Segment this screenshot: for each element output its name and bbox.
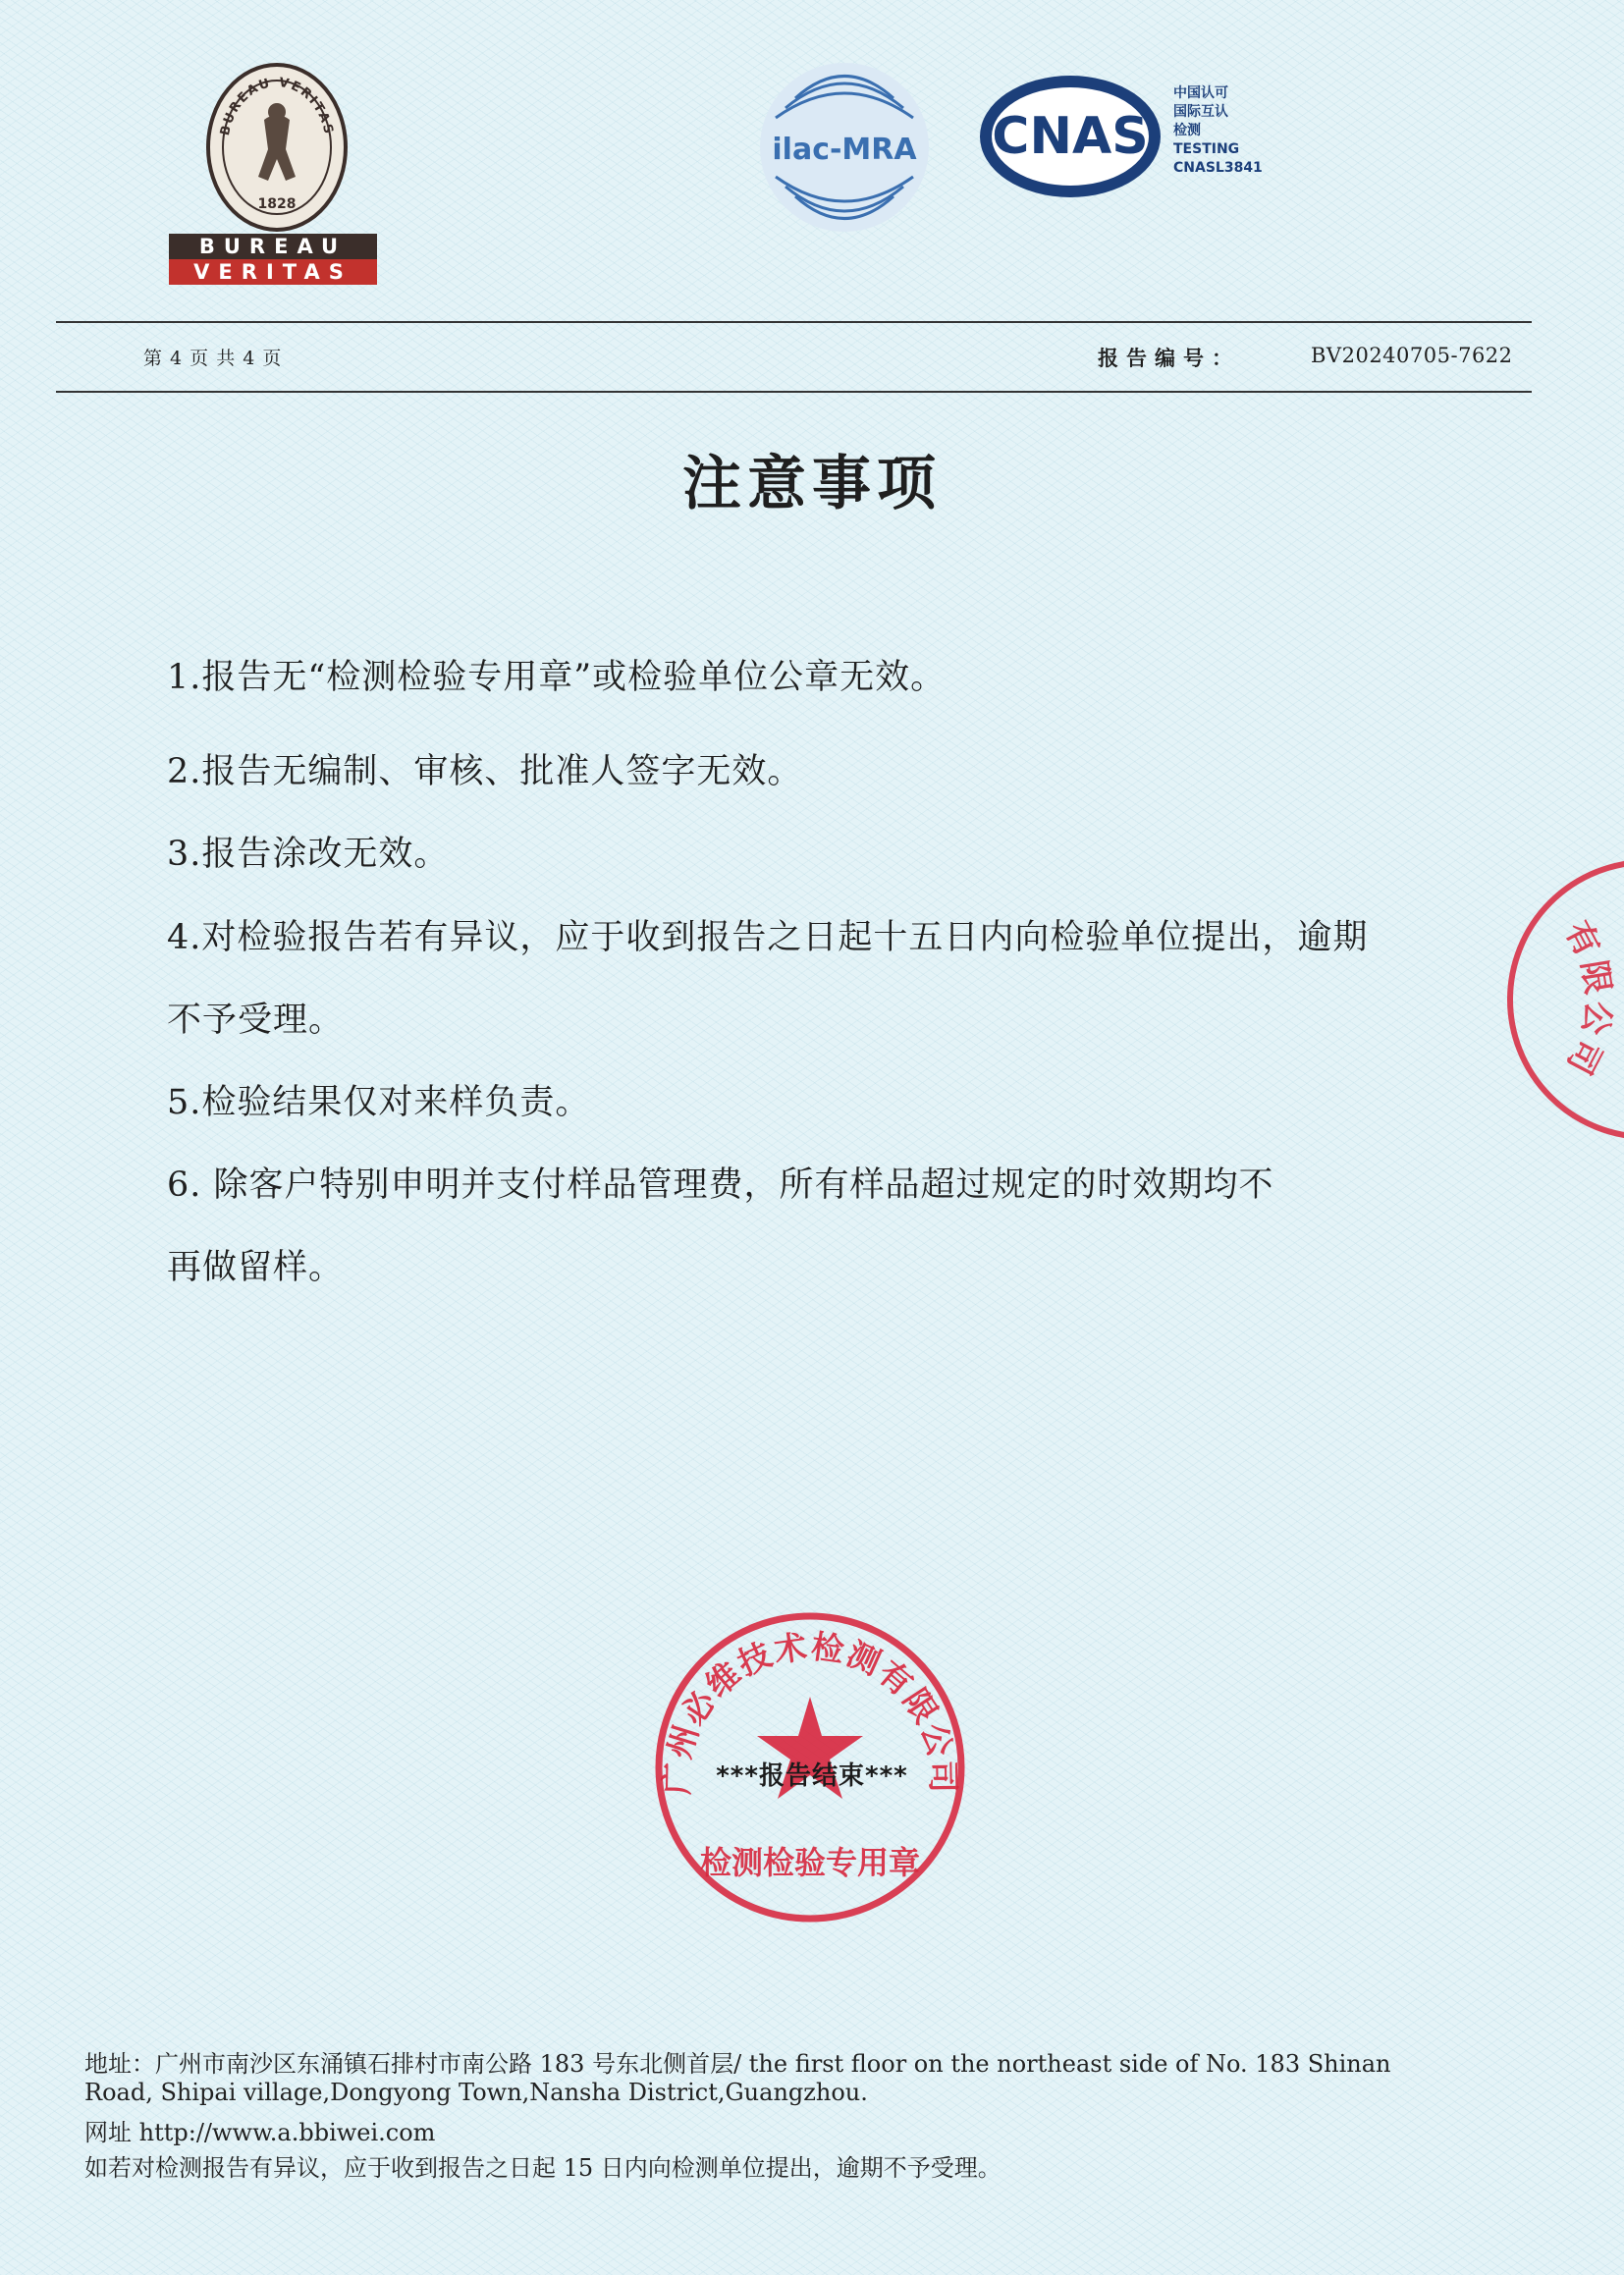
footer-address: 地址：广州市南沙区东涌镇石排村市南公路 183 号东北侧首层/ the first floor on the northeast side of No. 183 Shinan [84,2050,1391,2078]
notice-item-continuation: 再做留样。 [167,1248,345,1287]
bureau-text: BUREAU [169,234,377,259]
cnas-logo-icon [977,73,1164,200]
notice-item: 5.检验结果仅对来样负责。 [167,1083,591,1122]
cnas-line: TESTING [1173,141,1240,157]
ilac-mra-logo-icon [756,59,933,236]
svg-text:检测检验专用章: 检测检验专用章 [699,1844,921,1881]
footer-address-continued: Road, Shipai village,Dongyong Town,Nansha District,Guangzhou. [84,2079,868,2106]
cnas-line: 检测 [1173,123,1201,138]
header-divider-bottom [56,391,1532,393]
report-number-label: 报告编号： [1098,347,1240,370]
notice-item: 6. 除客户特别申明并支付样品管理费，所有样品超过规定的时效期均不 [167,1165,1274,1205]
page-title: 注意事项 [682,450,942,518]
side-stamp-fragment [1451,852,1624,1147]
notice-item: 4.对检验报告若有异议，应于收到报告之日起十五日内向检验单位提出，逾期 [167,918,1369,957]
footer-website: 网址 http://www.a.bbiwei.com [84,2119,436,2146]
cnas-line: CNASL3841 [1173,160,1263,176]
svg-text:有限公司: 有限公司 [1556,914,1619,1085]
svg-text:ilac-MRA: ilac-MRA [772,133,917,167]
report-end-marker: ***报告结束*** [716,1761,908,1791]
cnas-line: 中国认可 [1173,85,1228,101]
veritas-text: VERITAS [169,259,377,285]
report-number-value: BV20240705-7622 [1311,344,1513,367]
svg-text:广州必维技术检测有限公司: 广州必维技术检测有限公司 [657,1626,963,1796]
notice-item: 1.报告无“检测检验专用章”或检验单位公章无效。 [167,658,947,697]
page-indicator: 第 4 页 共 4 页 [143,348,283,369]
footer-notice: 如若对检测报告有异议，应于收到报告之日起 15 日内向检测单位提出，逾期不予受理。 [84,2154,1001,2182]
notice-item-continuation: 不予受理。 [167,1001,345,1040]
notice-item: 3.报告涂改无效。 [167,835,450,874]
bureau-veritas-logo [169,61,385,287]
header-divider-top [56,321,1532,323]
cnas-accreditation-text [1173,84,1311,178]
svg-text:1828: 1828 [257,196,297,212]
svg-text:BUREAU VERITAS: BUREAU VERITAS [217,75,337,137]
cnas-line: 国际互认 [1173,104,1228,120]
bureau-veritas-emblem-icon [203,61,351,233]
notice-item: 2.报告无编制、审核、批准人签字无效。 [167,752,803,791]
svg-text:CNAS: CNAS [992,107,1149,166]
